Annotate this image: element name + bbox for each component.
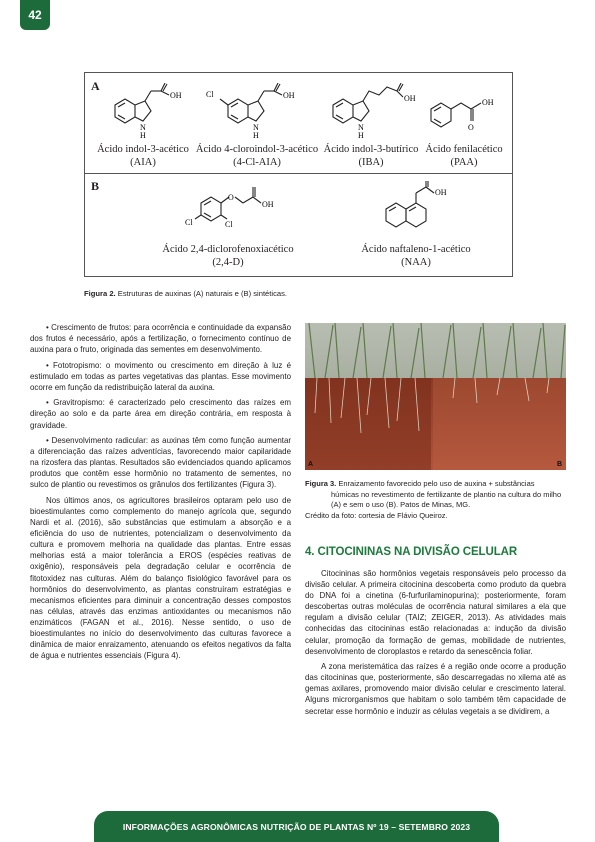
- 2-4-d-o-label: O: [228, 193, 234, 202]
- iba-oh-label: OH: [404, 94, 416, 103]
- panel-b-label: B: [91, 179, 100, 193]
- root-photo-illustration: [305, 323, 566, 470]
- figure-2-caption-text: Estruturas de auxinas (A) naturais e (B) sintéticas.: [115, 289, 288, 298]
- molecule-name: Ácido 2,4-diclorofenoxiacético: [162, 244, 294, 255]
- paragraph-cytokinins-intro: Citocininas são hormônios vegetais responsáveis pelo processo da divisão celular. A primeira citocinina descoberta como produto da quebra do DNA foi a cinetina (6-furfurilaminopurina); posteriormente, foram descobertas outras moléculas de ocorrência natural similares a ela que regulam a divisão celular (TAIZ; ZEIGER, 2013). As atividades mais conhecidas das citocininas estão relacionadas a: indução da divisão celular, promoção da formação de gemas, mobilidade de nutrientes, desenvolvimento de cloroplastos e retardo da senescência foliar.: [305, 569, 566, 656]
- section-title: 4. CITOCININAS NA DIVISÃO CELULAR: [305, 546, 518, 558]
- figure-3-caption-rest: húmicas no revestimento de fertilizante de plantio na cultura do milho (A) e sem o uso (B). Patos de Minas, MG.: [331, 489, 562, 510]
- figure-2-caption-label: Figura 2.: [84, 289, 116, 298]
- paa-structure-drawing: [421, 83, 507, 143]
- molecule-abbr: (2,4-D): [212, 257, 244, 268]
- molecule-name: Ácido 4-cloroindol-3-acético: [195, 144, 319, 155]
- 4-cl-aia-n-label: N: [253, 123, 259, 132]
- figure-3-photo: [305, 323, 566, 470]
- footer-banner: INFORMAÇÕES AGRONÔMICAS NUTRIÇÃO DE PLANTAS Nº 19 – SETEMBRO 2023: [94, 811, 499, 842]
- iba-h-label: H: [358, 131, 364, 140]
- figure-3-caption-label: Figura 3.: [305, 479, 337, 488]
- naa-oh-label: OH: [435, 188, 447, 197]
- aia-structure-drawing: [93, 83, 193, 143]
- molecule-abbr: (4-Cl-AIA): [233, 157, 281, 168]
- molecule-name: Ácido naftaleno-1-acético: [361, 244, 471, 255]
- molecule-naa: [341, 181, 491, 269]
- molecule-aia: [91, 83, 195, 169]
- 2-4-d-oh-label: OH: [262, 200, 274, 209]
- paa-o-label: O: [468, 123, 474, 132]
- paragraph-phototropism: • Fototropismo: o movimento ou crescimento em direção à luz é estimulado em todas as partes vegetativas das plantas. Esse movimento ocorre em função da redistribuição lateral da auxina.: [30, 360, 291, 392]
- molecule-iba: [319, 83, 423, 169]
- 2-4-d-cl-label-right: Cl: [225, 220, 233, 229]
- figure-2-caption: [84, 289, 287, 298]
- iba-n-label: N: [358, 123, 364, 132]
- panel-divider: [85, 173, 512, 174]
- 2-4-d-cl-label-left: Cl: [185, 218, 193, 227]
- 4-cl-aia-oh-label: OH: [283, 91, 295, 100]
- molecule-paa: [419, 83, 509, 169]
- molecule-4-cl-aia: [191, 83, 323, 169]
- photo-label-b: B: [556, 461, 562, 468]
- paragraph-meristem-zone: A zona meristemática das raízes é a região onde ocorre a produção das citocininas que, posteriormente, são descarregadas no xilema até as gemas axilares, promovendo maior divisão celular e crescimento lateral. Alguns microrganismos que habitam o solo também têm capacidade de secretar esse hormônio e induzir as células vegetais a se dividirem, a: [305, 662, 566, 716]
- paa-oh-label: OH: [482, 98, 494, 107]
- molecule-abbr: (NAA): [401, 257, 431, 268]
- 4-cl-aia-h-label: H: [253, 131, 259, 140]
- aia-h-label: H: [140, 131, 146, 140]
- panel-a-label: A: [91, 79, 100, 93]
- molecule-abbr: (PAA): [450, 157, 478, 168]
- 2-4-d-structure-drawing: [173, 185, 283, 243]
- molecule-name: Ácido fenilacético: [425, 144, 503, 155]
- paragraph-root-development: • Desenvolvimento radicular: as auxinas têm como função aumentar a diferenciação das raízes adventícias, favorecendo maior capilaridade na rizosfera das plantas. Resultados são evidenciados quando aplicamos produtos que contêm esse hormônio no tratamento de sementes, no sulco de plantio ou revestimos os grânulos dos fertilizantes (Figura 3).: [30, 436, 291, 490]
- molecule-abbr: (IBA): [358, 157, 384, 168]
- figure-3-photo-credit: Crédito da foto: cortesia de Flávio Queiroz.: [305, 510, 448, 520]
- molecule-name: Ácido indol-3-butírico: [323, 144, 419, 155]
- naa-structure-drawing: [366, 181, 466, 243]
- right-text-column: [305, 568, 566, 721]
- paragraph-gravitropism: • Gravitropismo: é caracterizado pelo crescimento das raízes em direção ao solo e da parte área em direção contrária, em resposta à gravidade.: [30, 398, 291, 430]
- 4-cl-aia-structure-drawing: [202, 83, 312, 143]
- figure-3-caption: [305, 479, 566, 521]
- paragraph-fruit-growth: • Crescimento de frutos: para ocorrência e continuidade da expansão dos frutos é necessário, após a fertilização, o fornecimento contínuo de auxina para o fruto, originada das sementes em desenvolvimento.: [30, 323, 291, 355]
- photo-label-a: A: [308, 461, 314, 468]
- figure-3-caption-line1: Enraizamento favorecido pelo uso de auxina + substâncias: [336, 479, 535, 488]
- molecule-2-4-d: [143, 185, 313, 269]
- figure-2-chemical-structures: [84, 72, 513, 277]
- left-text-column: [30, 322, 291, 666]
- page-number: 42: [20, 0, 50, 30]
- aia-oh-label: OH: [170, 91, 182, 100]
- molecule-name: Ácido indol-3-acético: [97, 144, 189, 155]
- molecule-abbr: (AIA): [130, 157, 156, 168]
- aia-n-label: N: [140, 123, 146, 132]
- 4-cl-aia-cl-label: Cl: [206, 90, 214, 99]
- paragraph-biostimulants: Nos últimos anos, os agricultores brasileiros optaram pelo uso de bioestimulantes como complemento do manejo agrícola que, segundo Nardi et al. (2016), são substâncias que estimulam a absorção e a eficiência do uso de nutrientes, potencializam o desenvolvimento da cultura e promovem melhoria na qualidade das plantas. Entre essas melhorias está a maior tolerância a EROS (espécies reativas de oxigênio), responsáveis pela degradação celular e ocorrência de fitotoxidez nas culturas. Além do balanço fisiológico favorável para os hormônios do desenvolvimento, as plantas construíram estratégias e mecanismos eficientes para diminuir a concentração desses compostos nas células, através das enzimas antioxidantes ou mecanismos não enzimáticos (FAGAN et al., 2016). Nesse sentido, o uso de bioestimulantes no início do desenvolvimento das culturas favorece a dinâmica de maior enraizamento, atenuando os efeitos negativos da falta de água e nutrientes essenciais (Figura 4).: [30, 495, 291, 661]
- iba-structure-drawing: [321, 83, 421, 143]
